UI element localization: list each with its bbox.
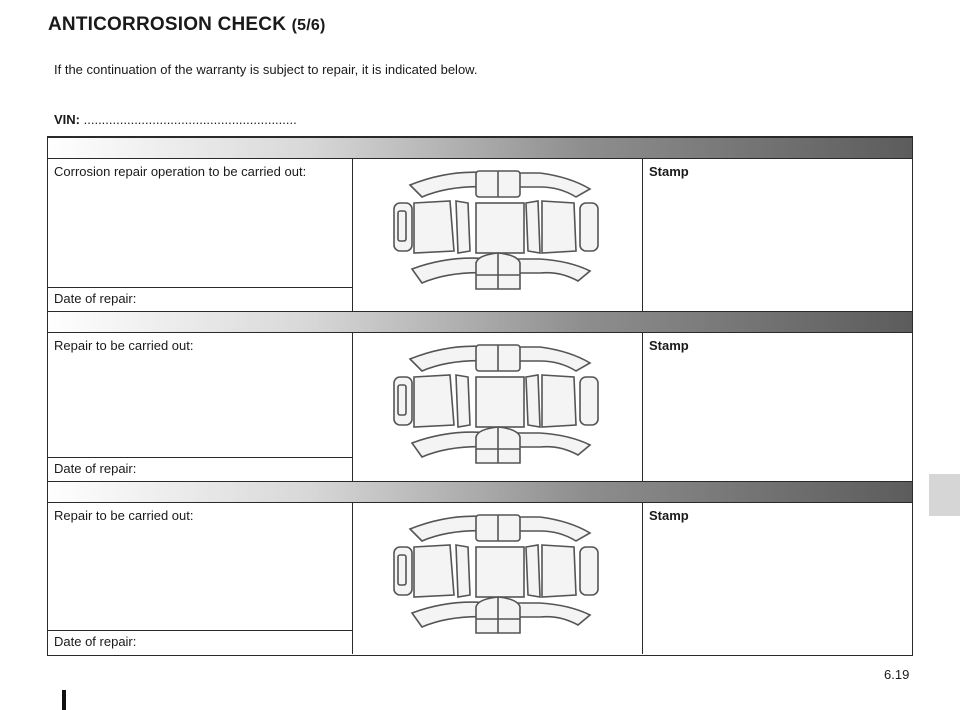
corner-mark bbox=[62, 690, 66, 710]
operation-cell bbox=[48, 159, 353, 311]
stamp-label: Stamp bbox=[649, 164, 689, 179]
operation-cell bbox=[48, 503, 353, 654]
car-body-diagram-icon bbox=[390, 337, 604, 467]
car-body-diagram-icon bbox=[390, 507, 604, 637]
chapter-tab bbox=[929, 474, 960, 516]
diagram-cell bbox=[353, 503, 643, 654]
operation-label: Repair to be carried out: bbox=[54, 338, 194, 353]
date-of-repair-row bbox=[48, 457, 352, 481]
page-number: 6.19 bbox=[884, 667, 910, 682]
repair-form bbox=[47, 136, 913, 656]
repair-section-3 bbox=[48, 503, 912, 654]
date-of-repair-row bbox=[48, 287, 352, 311]
diagram-cell bbox=[353, 159, 643, 311]
stamp-cell bbox=[643, 503, 912, 654]
page-title-text: ANTICORROSION CHECK bbox=[48, 14, 287, 35]
date-label: Date of repair: bbox=[54, 461, 137, 476]
car-body-diagram-icon bbox=[390, 163, 604, 293]
section-header-band bbox=[48, 481, 912, 503]
operation-label: Corrosion repair operation to be carried out: bbox=[54, 164, 307, 179]
page-title bbox=[48, 14, 326, 36]
section-header-band bbox=[48, 311, 912, 333]
stamp-cell bbox=[643, 333, 912, 481]
date-label: Date of repair: bbox=[54, 634, 137, 649]
page-title-part: (5/6) bbox=[291, 17, 326, 34]
vin-dots: ........................................................... bbox=[83, 112, 297, 127]
repair-section-1 bbox=[48, 159, 912, 311]
repair-section-2 bbox=[48, 333, 912, 481]
date-of-repair-row bbox=[48, 630, 352, 654]
operation-cell bbox=[48, 333, 353, 481]
date-label: Date of repair: bbox=[54, 291, 137, 306]
intro-text: If the continuation of the warranty is subject to repair, it is indicated below. bbox=[54, 62, 478, 77]
operation-label: Repair to be carried out: bbox=[54, 508, 194, 523]
stamp-label: Stamp bbox=[649, 508, 689, 523]
section-header-band bbox=[48, 137, 912, 159]
stamp-label: Stamp bbox=[649, 338, 689, 353]
vin-label: VIN: bbox=[54, 112, 80, 127]
diagram-cell bbox=[353, 333, 643, 481]
stamp-cell bbox=[643, 159, 912, 311]
vin-field bbox=[54, 112, 297, 127]
